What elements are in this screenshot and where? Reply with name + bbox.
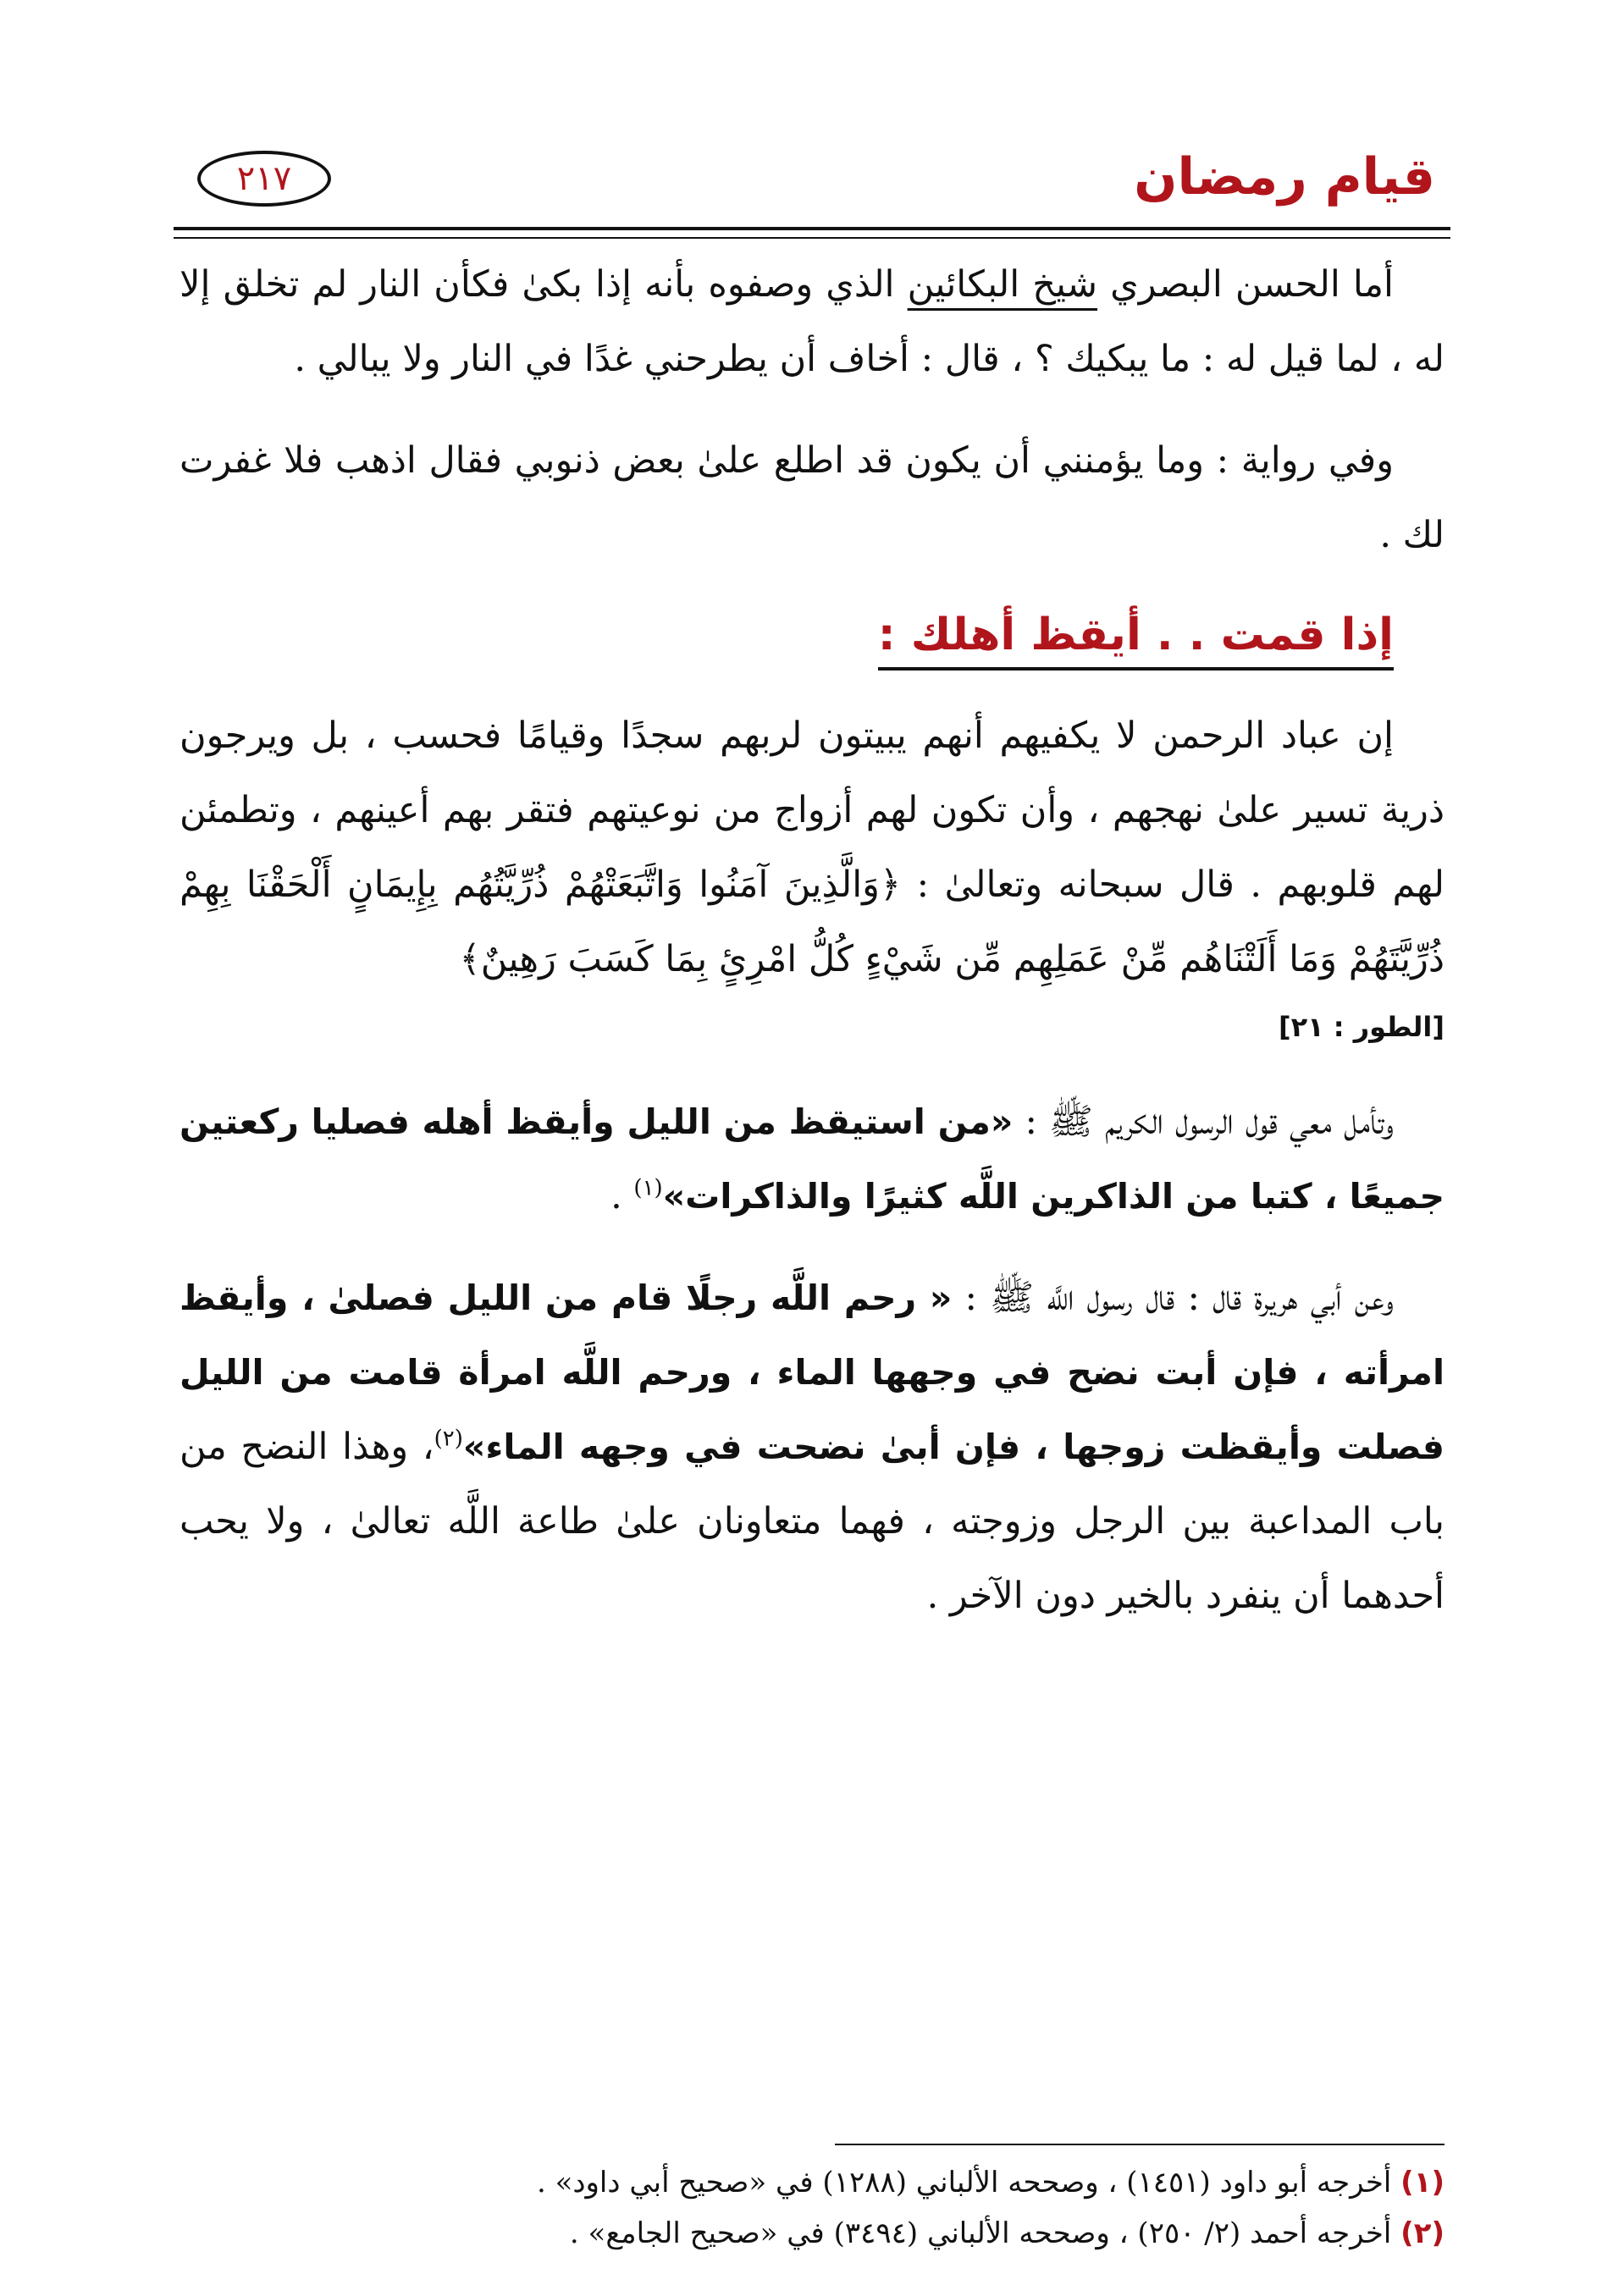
running-title: قيام رمضان xyxy=(1134,147,1435,207)
paragraph-riwaya: وفي رواية : وما يؤمنني أن يكون قد اطلع علىٰ بعض ذنوبي فقال اذهب فلا غفرت لك . xyxy=(180,439,1444,556)
section-heading: إذا قمت . . أيقظ أهلك : xyxy=(180,598,1394,675)
footnote-ref-1: (١) xyxy=(633,1175,663,1201)
paragraph-hadith-2: وعن أبي هريرة قال : قال رسول اللَّه ﷺ : « رحم اللَّه رجلًا قام من الليل فصلىٰ ، وأيقظ امرأته ، فإن أبت نضح في وجهها الماء ، ورحم اللَّه امرأة قامت من الليل فصلت وأيقظت زوجها ، فإن أبىٰ نضحت في وجهه الماء»$^{(٢)}$، وهذا النضح من باب المداعبة بين الرجل وزوجته ، فهما متعاونان علىٰ طاعة اللَّه تعالىٰ ، ولا يحب أحدهما أن ينفرد بالخير دون الآخر . xyxy=(180,1277,1444,1617)
paragraph-hadith-1: وتأمل معي قول الرسول الكريم ﷺ : «من استيقظ من الليل وأيقظ أهله فصليا ركعتين جميعًا ، كتبا من الذاكرين اللَّه كثيرًا والذاكرات»$^{(١)}$ . xyxy=(180,1101,1444,1217)
footnotes xyxy=(180,2157,1444,2259)
header-rule-thick xyxy=(174,227,1450,230)
verse-citation: [الطور : ٢١] xyxy=(1278,1011,1444,1043)
footnote-2: (٢) أخرجه أحمد (٢/ ٢٥٠) ، وصححه الألباني (٣٤٩٤) في «صحيح الجامع» . xyxy=(569,2216,1444,2250)
page-number: ٢١٧ xyxy=(197,151,331,207)
paragraph-hasan-basri: أما الحسن البصري شيخ البكائين الذي وصفوه بأنه إذا بكىٰ فكأن النار لم تخلق إلا له ، لما قيل له : ما يبكيك ؟ ، قال : أخاف أن يطرحني غدًا في النار ولا يبالي . xyxy=(180,263,1444,380)
footnote-1: (١) أخرجه أبو داود (١٤٥١) ، وصححه الألباني (١٢٨٨) في «صحيح أبي داود» . xyxy=(536,2166,1444,2199)
page-header xyxy=(174,127,1450,220)
page-body xyxy=(180,247,1444,1633)
quran-verse: ﴿وَالَّذِينَ آمَنُوا وَاتَّبَعَتْهُمْ ذُرِّيَّتُهُم بِإِيمَانٍ أَلْحَقْنَا بِهِمْ ذُرِّيَّتَهُمْ وَمَا أَلَتْنَاهُم مِّنْ عَمَلِهِم مِّن شَيْءٍ كُلُّ امْرِئٍ بِمَا كَسَبَ رَهِينٌ﴾ xyxy=(180,864,1444,980)
hadith-text-1: «من استيقظ من الليل وأيقظ أهله فصليا ركعتين جميعًا ، كتبا من الذاكرين اللَّه كثيرًا والذاكرات» xyxy=(180,1101,1444,1217)
underlined-phrase: شيخ البكائين xyxy=(907,263,1098,306)
footnote-separator xyxy=(835,2144,1444,2145)
footnote-ref-2: (٢) xyxy=(434,1426,463,1452)
header-rule-thin xyxy=(174,237,1450,239)
hadith-text-2: « رحم اللَّه رجلًا قام من الليل فصلىٰ ، وأيقظ امرأته ، فإن أبت نضح في وجهها الماء ، ورحم اللَّه امرأة قامت من الليل فصلت وأيقظت زوجها ، فإن أبىٰ نضحت في وجهه الماء» xyxy=(180,1278,1444,1467)
paragraph-ibad-rahman: إن عباد الرحمن لا يكفيهم أنهم يبيتون لربهم سجدًا وقيامًا فحسب ، بل ويرجون ذرية تسير علىٰ نهجهم ، وأن تكون لهم أزواج من نوعيتهم فتقر بهم أعينهم ، وتطمئن لهم قلوبهم . قال سبحانه وتعالىٰ : ﴿وَالَّذِينَ آمَنُوا وَاتَّبَعَتْهُمْ ذُرِّيَّتُهُم بِإِيمَانٍ أَلْحَقْنَا بِهِمْ ذُرِّيَّتَهُمْ وَمَا أَلَتْنَاهُم مِّنْ عَمَلِهِم مِّن شَيْءٍ كُلُّ امْرِئٍ بِمَا كَسَبَ رَهِينٌ﴾ xyxy=(180,715,1444,980)
